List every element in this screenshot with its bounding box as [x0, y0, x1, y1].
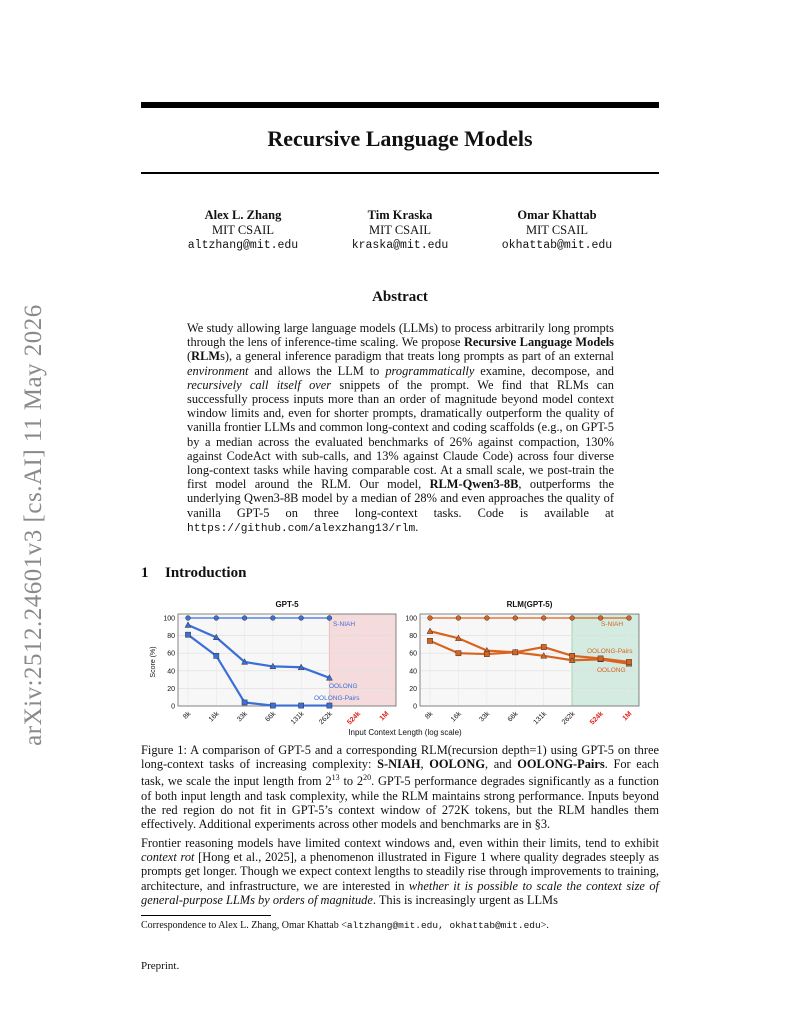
- x-tick-label: 8k: [424, 710, 435, 721]
- section-number: 1: [141, 565, 149, 581]
- x-tick-label: 1M: [378, 710, 391, 723]
- data-point: [484, 651, 489, 656]
- data-point: [214, 616, 219, 621]
- data-point: [270, 616, 275, 621]
- title-rule-bottom: [141, 172, 659, 174]
- y-tick-label: 60: [409, 650, 417, 658]
- data-point: [627, 616, 632, 621]
- data-point: [598, 656, 603, 661]
- author-block: [472, 208, 642, 253]
- data-point: [242, 700, 247, 705]
- x-tick-label: 131k: [532, 710, 549, 727]
- abstract-text: We study allowing large language models (LLMs) to process arbitrarily long prompts through the lens of inference-time scaling. We propose Recursive Language Models (RLMs), a general inference paradigm that treats long prompts as part of an external environment and allows the LLM to programmatically examine, decompose, and recursively call itself over snippets of the prompt. We find that RLMs can successfully process inputs more than an order of magnitude beyond model context window limits and, even for shorter prompts, dramatically outperform the quality of vanilla frontier LLMs and common long-context and coding scaffolds (e.g., on GPT-5 by a median across the evaluated benchmarks of 26% against compaction, 130% against CodeAct with sub-calls, and 13% against Claude Code) across four diverse long-context tasks while having comparable cost. At a small scale, we post-train the first model around the RLM. Our model, RLM-Qwen3-8B, outperforms the underlying Qwen3-8B model by a median of 28% and even approaches the quality of vanilla GPT-5 on three long-context tasks. Code is available at https://github.com/alexzhang13/rlm.: [187, 321, 614, 535]
- x-tick-label: 16k: [449, 710, 463, 724]
- author-email[interactable]: okhattab@mit.edu: [501, 239, 613, 252]
- x-tick-label: 16k: [207, 710, 221, 724]
- x-tick-label: 66k: [506, 710, 520, 724]
- x-tick-label: 524k: [589, 710, 605, 727]
- data-point: [270, 703, 275, 708]
- author-email[interactable]: kraska@mit.edu: [351, 239, 449, 252]
- series-label: OOLONG: [597, 667, 626, 674]
- arxiv-id: arXiv:2512.24601v3 [cs.AI] 11 May 2026: [20, 304, 47, 746]
- series-label: OOLONG-Pairs: [587, 648, 633, 655]
- series-label: S-NIAH: [333, 621, 356, 628]
- y-tick-label: 0: [171, 703, 175, 711]
- data-point: [626, 659, 631, 664]
- data-point: [570, 616, 575, 621]
- data-point: [541, 616, 546, 621]
- data-point: [428, 616, 433, 621]
- section-heading: [141, 565, 246, 582]
- data-point: [513, 616, 518, 621]
- y-tick-label: 80: [167, 633, 175, 641]
- abstract-heading: Abstract: [372, 289, 428, 305]
- x-tick-label: 8k: [182, 710, 193, 721]
- data-point: [484, 616, 489, 621]
- chart-title: GPT-5: [275, 600, 299, 609]
- figure-1: [141, 595, 659, 740]
- title-rule-top: [141, 102, 659, 108]
- data-point: [299, 703, 304, 708]
- code-link[interactable]: https://github.com/alexzhang13/rlm: [187, 522, 416, 535]
- arxiv-sidebar-stamp: [6, 290, 62, 760]
- author-affiliation: MIT CSAIL: [369, 223, 431, 237]
- series-label: OOLONG: [329, 683, 358, 690]
- author-email[interactable]: altzhang@mit.edu: [187, 239, 299, 252]
- data-point: [513, 650, 518, 655]
- author-name: Omar Khattab: [517, 208, 597, 222]
- data-point: [456, 651, 461, 656]
- data-point: [327, 616, 332, 621]
- author-name: Tim Kraska: [367, 208, 433, 222]
- data-point: [456, 616, 461, 621]
- data-point: [327, 703, 332, 708]
- author-block: [315, 208, 485, 253]
- data-point: [214, 653, 219, 658]
- x-tick-label: 262k: [318, 710, 334, 727]
- footnote-emails[interactable]: altzhang@mit.edu, okhattab@mit.edu: [346, 920, 541, 931]
- x-tick-label: 1M: [621, 710, 634, 723]
- y-tick-label: 20: [409, 685, 417, 693]
- y-tick-label: 40: [167, 668, 175, 676]
- y-tick-label: 100: [405, 615, 417, 623]
- footnote-rule: [141, 915, 271, 916]
- x-tick-label: 524k: [346, 710, 363, 727]
- data-point: [185, 632, 190, 637]
- section-title: Introduction: [165, 565, 247, 581]
- x-tick-label: 33k: [478, 710, 492, 724]
- intro-paragraph: Frontier reasoning models have limited context windows and, even within their limits, tend to exhibit context rot [Hong et al., 2025], a phenomenon illustrated in Figure 1 where quality degrades steeply as prompts get longer. Though we expect context lengths to steadily rise through improvements to training, architecture, and infrastructure, we are interested in whether it is possible to scale the context size of general-purpose LLMs by orders of magnitude. This is increasingly urgent as LLMs: [141, 836, 660, 907]
- author-affiliation: MIT CSAIL: [526, 223, 588, 237]
- paper-title: Recursive Language Models: [267, 126, 533, 151]
- data-point: [427, 638, 432, 643]
- chart-rlm-gpt5: [405, 600, 639, 726]
- data-point: [242, 616, 247, 621]
- data-point: [598, 616, 603, 621]
- footnote: Correspondence to Alex L. Zhang, Omar Khattab <altzhang@mit.edu, okhattab@mit.edu>.: [141, 920, 549, 931]
- x-tick-label: 33k: [236, 710, 249, 724]
- author-name: Alex L. Zhang: [204, 208, 282, 222]
- y-tick-label: 40: [409, 668, 417, 676]
- x-axis-label: Input Context Length (log scale): [348, 728, 462, 737]
- data-point: [570, 653, 575, 658]
- x-tick-label: 262k: [560, 710, 577, 727]
- data-point: [541, 644, 546, 649]
- y-tick-label: 100: [163, 615, 175, 623]
- data-point: [299, 616, 304, 621]
- chart-title: RLM(GPT-5): [506, 600, 553, 609]
- y-axis-label: Score (%): [150, 646, 157, 678]
- y-tick-label: 60: [167, 650, 175, 658]
- figure-caption: Figure 1: A comparison of GPT-5 and a corresponding RLM(recursion depth=1) using GPT-5 on three long-context tasks of increasing complexity: S-NIAH, OOLONG, and OOLONG-Pairs. For each task, we scale the input length from $2^{13}$ to $2^{20}$. GPT-5 performance degrades significantly as a function of both input length and task complexity, while the RLM maintains strong performance. Inputs beyond the red region do not fit in GPT-5’s context window of 272K tokens, but the RLM handles them effectively. Additional experiments across other models and benchmarks are in §3.: [141, 743, 660, 832]
- y-tick-label: 80: [409, 633, 417, 641]
- x-tick-label: 66k: [264, 710, 278, 724]
- data-point: [186, 616, 191, 621]
- preprint-label: Preprint.: [141, 960, 180, 972]
- y-tick-label: 20: [167, 685, 175, 693]
- author-affiliation: MIT CSAIL: [212, 223, 274, 237]
- series-label: S-NIAH: [601, 621, 624, 628]
- series-label: OOLONG-Pairs: [314, 695, 360, 702]
- y-tick-label: 0: [413, 703, 417, 711]
- chart-gpt5: [150, 600, 396, 726]
- x-tick-label: 131k: [289, 710, 306, 727]
- author-block: [158, 208, 328, 253]
